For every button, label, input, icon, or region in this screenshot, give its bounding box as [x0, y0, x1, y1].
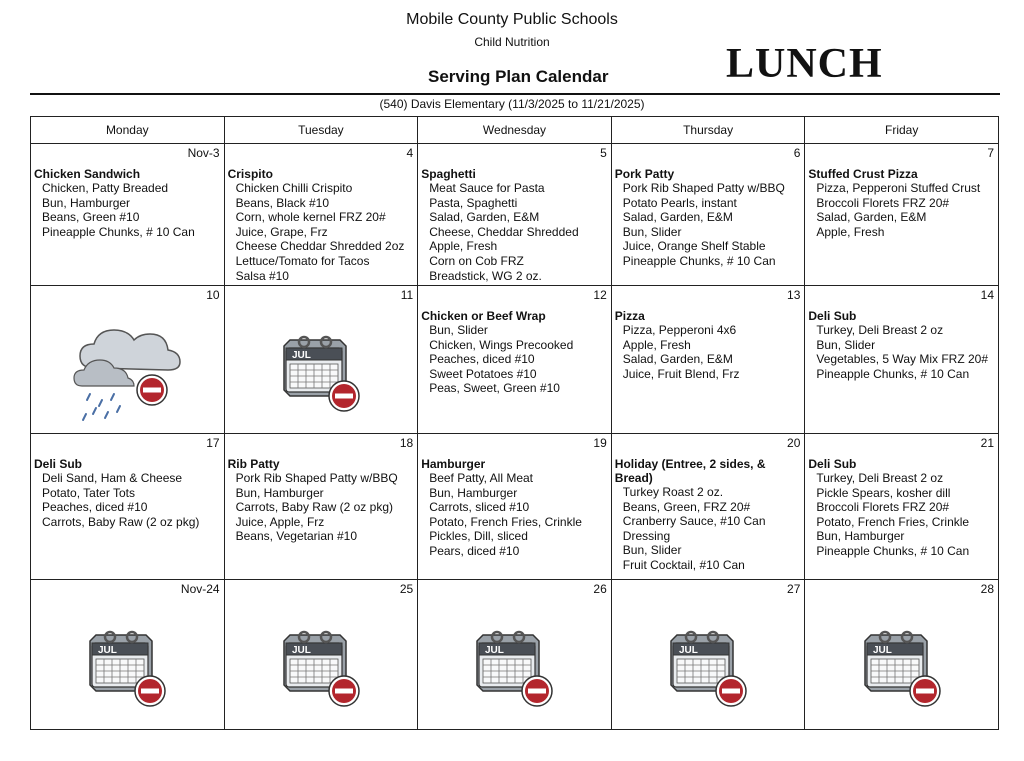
calendar-icon: [72, 617, 182, 717]
weekday-header: Tuesday: [224, 117, 418, 144]
entree-name: Pork Patty: [614, 167, 675, 181]
menu-item: Corn, whole kernel FRZ 20#: [235, 210, 386, 225]
department-name: Child Nutrition: [474, 35, 550, 49]
entree-name: Chicken Sandwich: [34, 167, 141, 181]
no-service-calendar-icon: [418, 604, 611, 729]
day-cell: [418, 144, 612, 286]
entree-name: Deli Sub: [34, 457, 83, 471]
organization-name: Mobile County Public Schools: [406, 11, 618, 28]
menu-item: Pizza, Pepperoni Stuffed Crust: [816, 181, 981, 195]
day-date: 6: [793, 146, 801, 160]
day-cell: [611, 286, 805, 434]
weather-closure-icon: [31, 310, 224, 433]
menu-item-list: [418, 181, 611, 283]
menu-item: Carrots, Baby Raw (2 oz pkg): [42, 514, 200, 529]
menu-item: Potato, Tater Tots: [42, 485, 135, 500]
day-cell: [224, 580, 418, 730]
day-cell: [224, 286, 418, 434]
menu-item: Meat Sauce for Pasta: [429, 181, 545, 195]
menu-item: Beans, Green, FRZ 20#: [622, 499, 751, 514]
menu-item: Juice, Apple, Frz: [235, 514, 325, 529]
menu-item: Bun, Hamburger: [42, 195, 131, 210]
calendar-month-label: JUL: [291, 349, 311, 361]
day-date: 13: [787, 288, 801, 302]
no-service-calendar-icon: [31, 604, 224, 729]
menu-item: Pineapple Chunks, # 10 Can: [816, 543, 970, 558]
menu-item: Turkey, Deli Breast 2 oz: [816, 471, 944, 485]
calendar-month-label: JUL: [872, 644, 892, 656]
menu-item: Dressing: [622, 528, 671, 543]
menu-item: Bun, Hamburger: [429, 485, 518, 500]
menu-item-list: [612, 181, 805, 269]
day-date: 17: [206, 436, 220, 450]
menu-item: Bun, Slider: [816, 337, 876, 352]
weekday-header-row: [31, 117, 999, 144]
menu-item: Salad, Garden, E&M: [622, 210, 733, 225]
day-cell: [418, 286, 612, 434]
day-date: Nov-24: [180, 582, 220, 596]
day-cell: [805, 580, 999, 730]
day-date: 25: [399, 582, 414, 596]
calendar-week-row: [31, 580, 999, 730]
storm-cloud-icon: [72, 322, 182, 422]
day-cell: [224, 144, 418, 286]
day-date: 26: [593, 582, 607, 596]
weekday-header: Monday: [31, 117, 225, 144]
menu-item: Sweet Potatoes #10: [429, 366, 537, 381]
menu-item: Fruit Cocktail, #10 Can: [622, 557, 745, 572]
menu-item: Apple, Fresh: [429, 239, 498, 254]
entree-name: Pizza: [614, 309, 645, 323]
day-cell: [418, 580, 612, 730]
day-cell: [31, 144, 225, 286]
plan-title: Serving Plan Calendar: [428, 67, 609, 86]
no-service-calendar-icon: [612, 604, 805, 729]
calendar-icon: [459, 617, 569, 717]
menu-item: Lettuce/Tomato for Tacos: [235, 253, 370, 268]
menu-item: Peas, Sweet, Green #10: [429, 381, 560, 396]
menu-item: Bun, Slider: [622, 543, 682, 558]
calendar-icon: [847, 617, 957, 717]
entree-name: Holiday (Entree, 2 sides, & Bread): [614, 457, 766, 485]
day-cell: [805, 144, 999, 286]
day-date: 7: [987, 146, 994, 160]
menu-item: Broccoli Florets FRZ 20#: [816, 195, 950, 210]
menu-item-list: [31, 471, 224, 529]
school-date-range: (540) Davis Elementary (11/3/2025 to 11/21/2025): [379, 97, 645, 111]
menu-item: Juice, Fruit Blend, Frz: [622, 366, 740, 381]
day-date: 14: [980, 288, 994, 302]
menu-item: Potato Pearls, instant: [622, 195, 737, 210]
menu-item: Carrots, Baby Raw (2 oz pkg): [235, 500, 393, 515]
menu-item: Turkey Roast 2 oz.: [622, 485, 724, 499]
lunch-calendar: [30, 116, 999, 730]
menu-item: Peaches, diced #10: [429, 352, 535, 367]
menu-item: Beans, Green #10: [42, 210, 140, 225]
day-date: 10: [206, 288, 220, 302]
menu-item-list: [805, 323, 998, 381]
menu-item: Juice, Orange Shelf Stable: [622, 239, 766, 254]
menu-item: Cranberry Sauce, #10 Can: [622, 514, 766, 529]
menu-item: Pork Rib Shaped Patty w/BBQ: [235, 471, 398, 485]
calendar-week-row: [31, 144, 999, 286]
day-cell: [418, 434, 612, 580]
menu-item: Deli Sand, Ham & Cheese: [42, 471, 183, 485]
menu-item: Broccoli Florets FRZ 20#: [816, 500, 950, 515]
menu-item-list: [31, 181, 224, 239]
menu-item: Bun, Hamburger: [816, 529, 905, 544]
menu-item: Chicken Chilli Crispito: [235, 181, 353, 195]
entree-name: Rib Patty: [227, 457, 280, 471]
menu-item: Pineapple Chunks, # 10 Can: [816, 366, 970, 381]
day-date: 18: [399, 436, 414, 450]
menu-item: Bun, Slider: [429, 323, 488, 337]
day-cell: [224, 434, 418, 580]
menu-item: Beans, Black #10: [235, 195, 329, 210]
menu-item-list: [805, 181, 998, 239]
calendar-icon: [266, 322, 376, 422]
day-cell: [611, 434, 805, 580]
menu-item: Salad, Garden, E&M: [429, 210, 540, 225]
day-cell: [805, 286, 999, 434]
calendar-month-label: JUL: [485, 644, 505, 656]
menu-item: Salad, Garden, E&M: [816, 210, 927, 225]
menu-item: Pineapple Chunks, # 10 Can: [622, 253, 776, 268]
day-date: 11: [400, 288, 414, 302]
entree-name: Stuffed Crust Pizza: [808, 167, 918, 181]
entree-name: Deli Sub: [808, 457, 857, 471]
menu-item-list: [418, 471, 611, 559]
entree-name: Spaghetti: [421, 167, 476, 181]
day-cell: [611, 580, 805, 730]
menu-item-list: [225, 181, 418, 283]
day-date: 27: [787, 582, 801, 596]
menu-item: Corn on Cob FRZ: [429, 253, 524, 268]
menu-item: Potato, French Fries, Crinkle: [816, 514, 970, 529]
menu-item: Pickles, Dill, sliced: [429, 529, 528, 544]
menu-item: Carrots, sliced #10: [429, 500, 530, 515]
entree-name: Crispito: [227, 167, 273, 181]
menu-item: Cheese, Cheddar Shredded: [429, 224, 579, 239]
entree-name: Deli Sub: [808, 309, 857, 323]
menu-item: Bun, Hamburger: [235, 485, 324, 500]
menu-item: Chicken, Patty Breaded: [42, 181, 169, 195]
day-cell: [611, 144, 805, 286]
menu-item: Vegetables, 5 Way Mix FRZ 20#: [816, 352, 989, 367]
day-date: 5: [600, 146, 607, 160]
calendar-month-label: JUL: [98, 644, 118, 656]
day-cell: [31, 580, 225, 730]
calendar-week-row: [31, 434, 999, 580]
weekday-header: Thursday: [611, 117, 805, 144]
menu-item-list: [225, 471, 418, 544]
menu-item: Pineapple Chunks, # 10 Can: [42, 224, 195, 239]
meal-title: LUNCH: [726, 41, 883, 87]
menu-item: Bun, Slider: [622, 224, 682, 239]
calendar-week-row: [31, 286, 999, 434]
weekday-header: Friday: [805, 117, 999, 144]
day-date: Nov-3: [187, 146, 220, 160]
menu-item: Beans, Vegetarian #10: [235, 529, 358, 544]
header-divider: [30, 93, 1000, 95]
day-date: 19: [593, 436, 607, 450]
menu-item: Pears, diced #10: [429, 543, 520, 558]
no-service-calendar-icon: [225, 310, 418, 433]
menu-item: Chicken, Wings Precooked: [429, 337, 574, 352]
menu-item-list: [612, 323, 805, 381]
menu-item: Salsa #10: [235, 268, 289, 283]
no-service-calendar-icon: [225, 604, 418, 729]
menu-item: Apple, Fresh: [622, 337, 691, 352]
day-cell: [805, 434, 999, 580]
menu-item: Peaches, diced #10: [42, 500, 148, 515]
menu-item: Beef Patty, All Meat: [429, 471, 534, 485]
menu-item: Pasta, Spaghetti: [429, 195, 518, 210]
calendar-month-label: JUL: [291, 644, 311, 656]
menu-item: Cheese Cheddar Shredded 2oz: [235, 239, 405, 254]
day-date: 4: [406, 146, 414, 160]
menu-item: Pizza, Pepperoni 4x6: [622, 323, 737, 337]
weekday-header: Wednesday: [418, 117, 612, 144]
day-date: 21: [980, 436, 994, 450]
menu-item: Pork Rib Shaped Patty w/BBQ: [622, 181, 785, 195]
menu-item-list: [805, 471, 998, 559]
calendar-icon: [266, 617, 376, 717]
entree-name: Hamburger: [421, 457, 486, 471]
calendar-month-label: JUL: [679, 644, 698, 656]
no-service-calendar-icon: [805, 604, 998, 729]
menu-item: Turkey, Deli Breast 2 oz: [816, 323, 944, 337]
menu-item: Juice, Grape, Frz: [235, 224, 328, 239]
menu-item: Salad, Garden, E&M: [622, 352, 733, 367]
calendar-icon: [653, 617, 763, 717]
day-date: 20: [787, 436, 801, 450]
menu-item-list: [612, 485, 805, 573]
menu-item: Apple, Fresh: [816, 224, 885, 239]
entree-name: Chicken or Beef Wrap: [421, 309, 546, 323]
day-cell: [31, 434, 225, 580]
menu-item: Pickle Spears, kosher dill: [816, 485, 951, 500]
day-cell: [31, 286, 225, 434]
menu-item: Breadstick, WG 2 oz.: [429, 268, 542, 283]
menu-item: Potato, French Fries, Crinkle: [429, 514, 582, 529]
menu-item-list: [418, 323, 611, 396]
day-date: 28: [980, 582, 994, 596]
day-date: 12: [593, 288, 607, 302]
